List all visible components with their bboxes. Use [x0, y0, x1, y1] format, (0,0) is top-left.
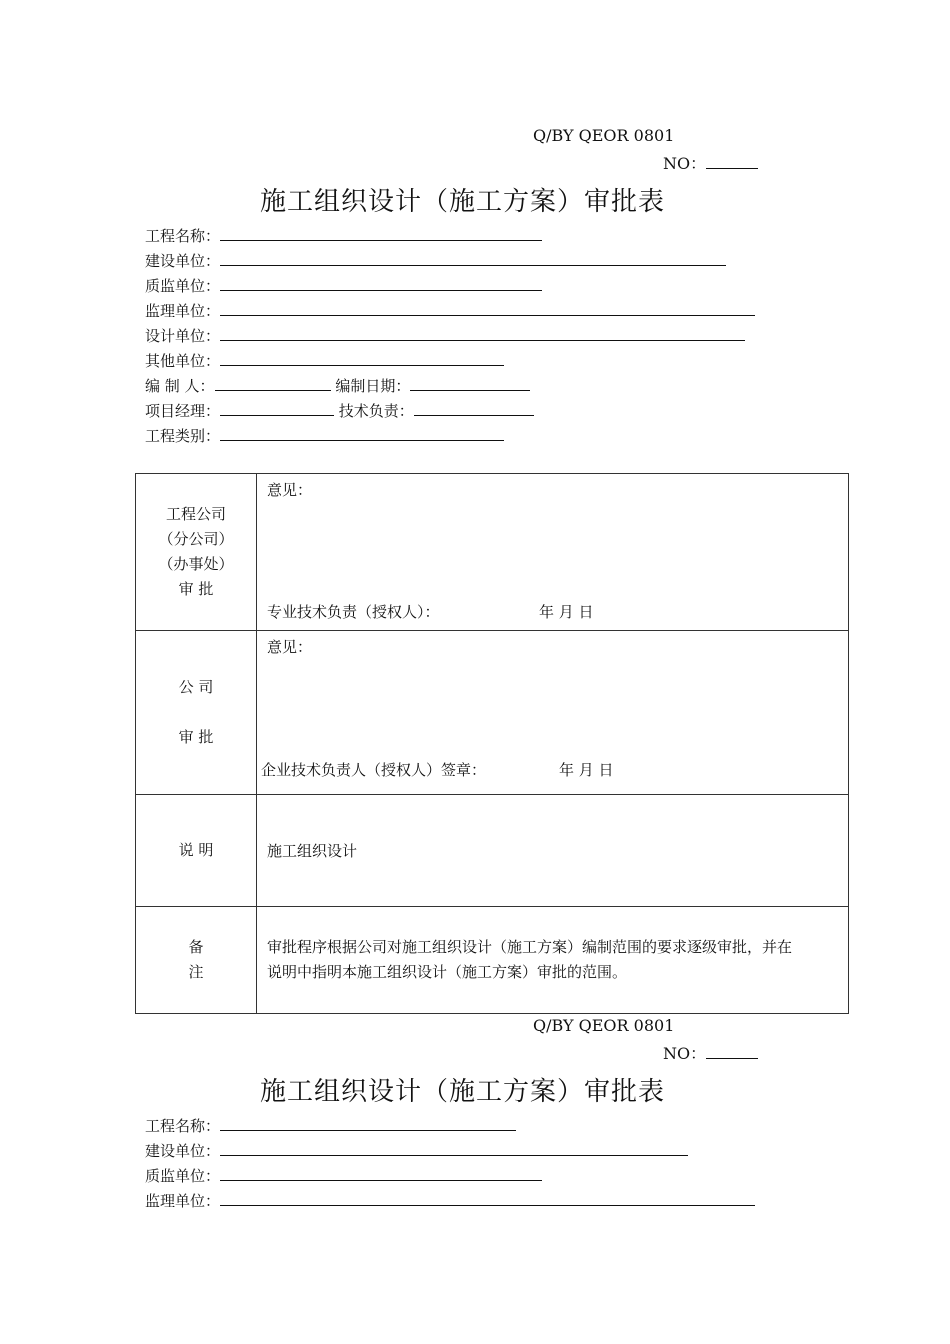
- remarks-line: 说明中指明本施工组织设计（施工方案）审批的范围。: [267, 963, 628, 981]
- description-cell[interactable]: [257, 795, 849, 907]
- pm-blank[interactable]: [220, 401, 334, 416]
- project-name-label: 工程名称：: [145, 1117, 221, 1135]
- project-name-blank[interactable]: [220, 226, 542, 241]
- remarks-cell[interactable]: [257, 907, 849, 1014]
- compiler-blank[interactable]: [215, 376, 331, 391]
- table-row-company-approval: [136, 631, 849, 795]
- date-label: 年 月 日: [559, 761, 614, 779]
- no-label: NO：: [663, 1044, 707, 1063]
- quality-label: 质监单位：: [145, 1167, 221, 1185]
- pm-label: 项目经理：: [145, 402, 221, 420]
- supervisor-field: [145, 300, 755, 322]
- quality-label: 质监单位：: [145, 277, 221, 295]
- supervisor-label: 监理单位：: [145, 1192, 221, 1210]
- table-row-remarks: [136, 907, 849, 1014]
- label-line: 备: [188, 938, 204, 956]
- label-line: 审 批: [178, 728, 214, 746]
- project-name-field: [145, 225, 542, 247]
- form2-number: [663, 1041, 758, 1064]
- opinion-label: 意见：: [267, 638, 313, 656]
- tech-lead-blank[interactable]: [414, 401, 534, 416]
- category-label: 工程类别：: [145, 427, 221, 445]
- no-blank[interactable]: [706, 154, 758, 169]
- signature-label: 企业技术负责人（授权人）签章：: [261, 761, 487, 779]
- form2-code: Q/BY QEOR 0801: [533, 1016, 675, 1035]
- quality-blank[interactable]: [220, 1166, 542, 1181]
- form2-title: 施工组织设计（施工方案）审批表: [260, 1077, 666, 1107]
- other-field: [145, 350, 504, 372]
- label-line: （办事处）: [158, 555, 234, 573]
- form2-supervisor-field: [145, 1190, 755, 1212]
- project-name-label: 工程名称：: [145, 227, 221, 245]
- description-label: 说 明: [136, 795, 257, 907]
- company-approval-label: [136, 631, 257, 795]
- designer-field: [145, 325, 745, 347]
- quality-blank[interactable]: [220, 276, 542, 291]
- supervisor-blank[interactable]: [220, 301, 755, 316]
- other-label: 其他单位：: [145, 352, 221, 370]
- remarks-text: [257, 935, 848, 985]
- remarks-line: 审批程序根据公司对施工组织设计（施工方案）编制范围的要求逐级审批，并在: [267, 938, 793, 956]
- approval-table: [135, 473, 849, 1014]
- no-blank[interactable]: [706, 1044, 758, 1059]
- label-line: 工程公司: [165, 505, 226, 523]
- compile-date-blank[interactable]: [410, 376, 530, 391]
- label-line: （分公司）: [158, 530, 234, 548]
- form-code: Q/BY QEOR 0801: [533, 126, 675, 145]
- no-label: NO：: [663, 154, 707, 173]
- form2-builder-field: [145, 1140, 688, 1162]
- project-name-blank[interactable]: [220, 1116, 516, 1131]
- branch-approval-cell[interactable]: [257, 474, 849, 631]
- compiler-label: 编 制 人：: [145, 377, 215, 395]
- signature-label: 专业技术负责（授权人）：: [267, 603, 440, 621]
- designer-blank[interactable]: [220, 326, 745, 341]
- label-line: 公 司: [178, 678, 214, 696]
- branch-approval-label: [136, 474, 257, 631]
- compile-date-label: 编制日期：: [335, 377, 411, 395]
- table-row-branch-approval: [136, 474, 849, 631]
- builder-blank[interactable]: [220, 1141, 688, 1156]
- compiler-field: [145, 375, 530, 397]
- form2-project-name-field: [145, 1115, 516, 1137]
- label-line: 审 批: [178, 580, 214, 598]
- form-title: 施工组织设计（施工方案）审批表: [260, 187, 666, 217]
- category-field: [145, 425, 504, 447]
- other-blank[interactable]: [220, 351, 504, 366]
- supervisor-blank[interactable]: [220, 1191, 755, 1206]
- description-text: 施工组织设计: [267, 842, 358, 860]
- builder-blank[interactable]: [220, 251, 726, 266]
- date-label: 年 月 日: [539, 603, 594, 621]
- label-line: 注: [188, 963, 204, 981]
- table-row-description: [136, 795, 849, 907]
- designer-label: 设计单位：: [145, 327, 221, 345]
- category-blank[interactable]: [220, 426, 504, 441]
- pm-field: [145, 400, 534, 422]
- supervisor-label: 监理单位：: [145, 302, 221, 320]
- company-approval-cell[interactable]: [257, 631, 849, 795]
- tech-lead-label: 技术负责：: [338, 402, 414, 420]
- quality-field: [145, 275, 542, 297]
- remarks-label: [136, 907, 257, 1014]
- opinion-label: 意见：: [267, 481, 313, 499]
- builder-label: 建设单位：: [145, 252, 221, 270]
- builder-field: [145, 250, 726, 272]
- form-number: [663, 151, 758, 174]
- form2-quality-field: [145, 1165, 542, 1187]
- builder-label: 建设单位：: [145, 1142, 221, 1160]
